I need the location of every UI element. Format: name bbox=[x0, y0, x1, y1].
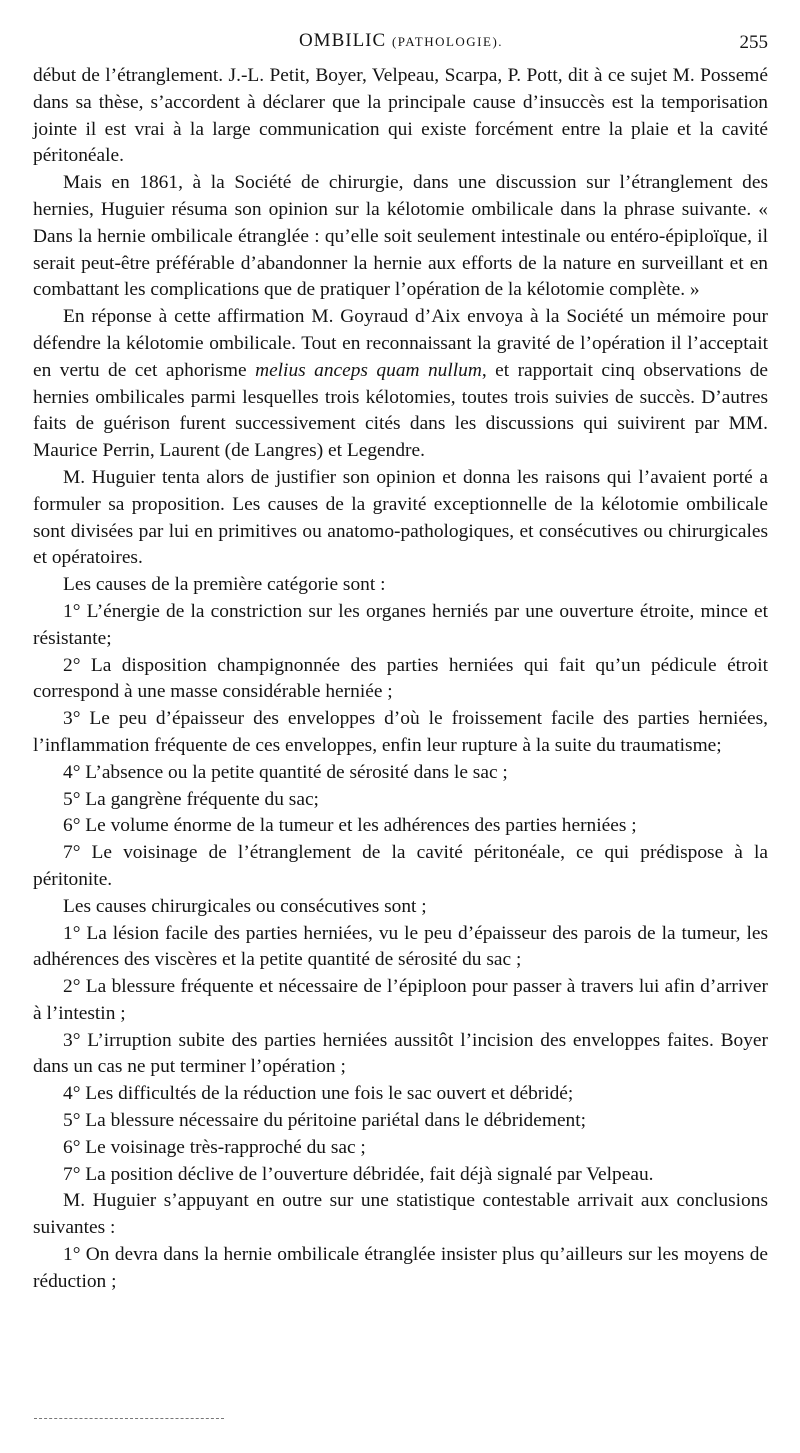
list-item-surgical-4: 4° Les difficultés de la réduction une fois le sac ouvert et débridé; bbox=[63, 1083, 574, 1105]
list-item-surgical-7: 7° La position déclive de l’ouverture débridée, fait déjà signalé par Velpeau. bbox=[63, 1163, 654, 1185]
list-item-primary-5: 5° La gangrène fréquente du sac; bbox=[63, 788, 319, 810]
list-item-primary-7: 7° Le voisinage de l’étranglement de la cavité péritonéale, ce qui prédispose à la péritonite. bbox=[33, 842, 768, 890]
running-head bbox=[34, 30, 768, 52]
paragraph-huguier-reasons: M. Huguier tenta alors de justifier son opinion et donna les raisons qui l’avaient porté a formuler sa proposition. Les causes de la gravité exceptionnelle de la kélotomie ombilicale sont divisées par lui en primitives ou anatomo-pathologiques, et consécutives ou chirurgicales et opératoires. bbox=[33, 466, 768, 569]
latin-aphorism: melius anceps quam nullum bbox=[255, 359, 482, 381]
running-head-subtitle: (PATHOLOGIE). bbox=[391, 34, 504, 49]
page-number: 255 bbox=[739, 32, 768, 53]
list-item-surgical-3: 3° L’irruption subite des parties herniées aussitôt l’incision des enveloppes faites. Boyer dans un cas ne put terminer l’opération ; bbox=[33, 1029, 768, 1078]
list-item-primary-3: 3° Le peu d’épaisseur des enveloppes d’où le froissement facile des parties herniées, l’inflammation fréquente de ces enveloppes, enfin leur rupture à la suite du traumatisme; bbox=[33, 708, 768, 756]
list-item-primary-1: 1° L’énergie de la constriction sur les organes herniés par une ouverture étroite, mince et résistante; bbox=[33, 600, 768, 649]
list-item-surgical-1: 1° La lésion facile des parties herniées, vu le peu d’épaisseur des parois de la tumeur, les adhérences des viscères et la petite quantité de sérosité du sac ; bbox=[33, 922, 768, 971]
list-item-primary-6: 6° Le volume énorme de la tumeur et les adhérences des parties herniées ; bbox=[63, 815, 637, 837]
list-heading-primary-causes: Les causes de la première catégorie sont : bbox=[63, 574, 386, 596]
footer-dashed-rule bbox=[34, 1418, 224, 1419]
list-item-primary-4: 4° L’absence ou la petite quantité de sérosité dans le sac ; bbox=[63, 761, 508, 783]
list-item-surgical-5: 5° La blessure nécessaire du péritoine pariétal dans le débridement; bbox=[63, 1110, 587, 1132]
page-header bbox=[34, 30, 768, 58]
paragraph-continuation: début de l’étranglement. J.-L. Petit, Boyer, Velpeau, Scarpa, P. Pott, dit à ce sujet M. Possemé dans sa thèse, s’accordent à déclarer que la principale cause d’insuccès est la temporisation jointe il est vrai à la large communication qui existe forcément entre la plaie et la cavité péritonéale. bbox=[33, 65, 768, 167]
list-item-conclusion-1: 1° On devra dans la hernie ombilicale étranglée insister plus qu’ailleurs sur les moyens de réduction ; bbox=[33, 1244, 768, 1292]
list-item-primary-2: 2° La disposition champignonnée des parties herniées qui fait qu’un pédicule étroit correspond à une masse considérable herniée ; bbox=[33, 654, 768, 703]
list-heading-surgical-causes: Les causes chirurgicales ou consécutives sont ; bbox=[63, 895, 427, 917]
running-head-title: OMBILIC bbox=[298, 30, 387, 51]
list-item-surgical-2: 2° La blessure fréquente et nécessaire de l’épiploon pour passer à travers lui afin d’arriver à l’intestin ; bbox=[33, 976, 768, 1024]
paragraph-conclusions-intro: M. Huguier s’appuyant en outre sur une statistique contestable arrivait aux conclusions suivantes : bbox=[33, 1190, 768, 1239]
list-item-surgical-6: 6° Le voisinage très-rapproché du sac ; bbox=[63, 1136, 366, 1158]
paragraph-huguier-1861: Mais en 1861, à la Société de chirurgie, dans une discussion sur l’étranglement des hernies, Huguier résuma son opinion sur la kélotomie ombilicale dans la phrase suivante. « Dans la hernie ombilicale étranglée : qu’elle soit seulement intestinale ou entéro-épiploïque, il serait peut-être préférable d’abandonner la hernie aux efforts de la nature en surveillant et en combattant les complications que de pratiquer l’opération de la kélotomie complète. » bbox=[33, 172, 768, 301]
paragraph-goyraud bbox=[33, 304, 768, 465]
page-body bbox=[33, 63, 768, 1296]
paragraph-goyraud-part1: En réponse à cette affirmation M. Goyraud d’Aix envoya à la Société un mémoire pour défendre la kélotomie ombilicale. Tout en reconnaissant la gravité de l’opération il l’acceptait en vertu de cet aphorisme bbox=[33, 306, 768, 381]
paragraph-goyraud-part2: , et rapportait cinq observations de hernies ombilicales parmi lesquelles trois kélotomies, toutes trois suivies de succès. D’autres faits de guérison furent successivement cités dans les discussions qui suivirent par MM. Maurice Perrin, Laurent (de Langres) et Legendre. bbox=[33, 359, 769, 462]
